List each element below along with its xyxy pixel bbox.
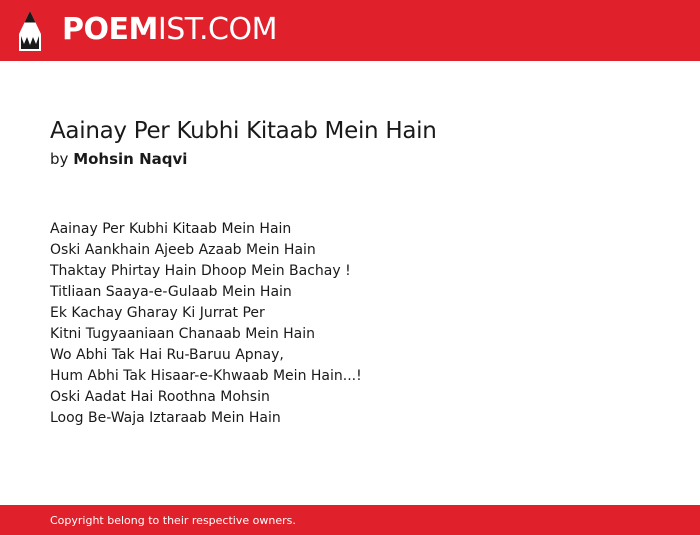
author-name: Mohsin Naqvi bbox=[73, 150, 188, 168]
poem-line: Kitni Tugyaaniaan Chanaab Mein Hain bbox=[50, 326, 316, 342]
logo-bold-text: POEM bbox=[62, 12, 158, 47]
poem-line: Oski Aadat Hai Roothna Mohsin bbox=[50, 389, 270, 405]
poem-body bbox=[50, 219, 650, 429]
logo-light-text: IST.COM bbox=[157, 12, 277, 47]
poem-line: Titliaan Saaya-e-Gulaab Mein Hain bbox=[50, 284, 292, 300]
poem-line: Aainay Per Kubhi Kitaab Mein Hain bbox=[50, 221, 292, 237]
poem-line: Wo Abhi Tak Hai Ru-Baruu Apnay, bbox=[50, 347, 284, 363]
pencil-tip-icon[interactable] bbox=[17, 10, 43, 52]
poem-line: Thaktay Phirtay Hain Dhoop Mein Bachay ! bbox=[50, 263, 351, 279]
site-header bbox=[0, 0, 700, 61]
poem-line: Hum Abhi Tak Hisaar-e-Khwaab Mein Hain...! bbox=[50, 368, 362, 384]
byline bbox=[50, 148, 187, 170]
poem-title: Aainay Per Kubhi Kitaab Mein Hain bbox=[50, 118, 437, 144]
site-logo[interactable] bbox=[62, 12, 277, 48]
poem-line: Loog Be-Waja Iztaraab Mein Hain bbox=[50, 410, 281, 426]
site-footer bbox=[0, 505, 700, 535]
byline-prefix: by bbox=[50, 150, 69, 168]
poem-line: Ek Kachay Gharay Ki Jurrat Per bbox=[50, 305, 265, 321]
copyright-notice: Copyright belong to their respective owners. bbox=[50, 514, 296, 527]
poem-line: Oski Aankhain Ajeeb Azaab Mein Hain bbox=[50, 242, 316, 258]
